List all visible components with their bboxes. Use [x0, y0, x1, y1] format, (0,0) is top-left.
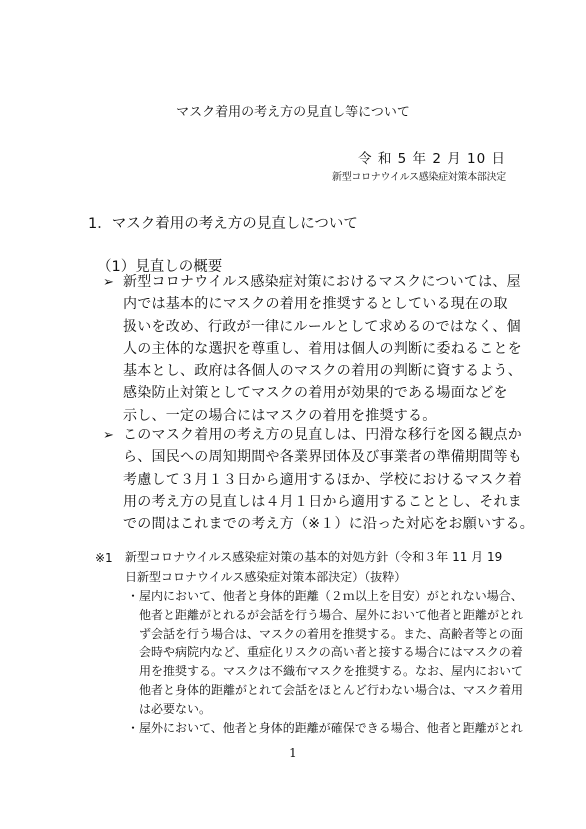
paragraph-line: 新型コロナウイルス感染症対策におけるマスクについては、屋: [123, 274, 521, 290]
paragraph-line: 感染防止対策としてマスクの着用が効果的である場面などを: [123, 385, 508, 402]
bullet-arrow-icon: ➢: [103, 428, 114, 443]
section-heading: 1．マスク着用の考え方の見直しについて: [88, 216, 358, 232]
footnote-line: 会時や病院内など、重症化リスクの高い者と接する場合にはマスクの着: [127, 645, 523, 660]
page-number: 1: [289, 746, 297, 760]
footnote-line: 他者と距離がとれるが会話を行う場合、屋外において他者と距離がとれ: [127, 607, 524, 622]
decision-date: 令 和 5 年 2 月 10 日: [358, 151, 506, 167]
paragraph-line: 扱いを改め、行政が一律にルールとして求めるのではなく、個: [123, 318, 521, 335]
paragraph-line: 内では基本的にマスクの着用を推奨するとしている現在の取: [123, 296, 508, 313]
paragraph-line: 基本とし、政府は各個人のマスクの着用の判断に資するよう、: [123, 363, 522, 380]
bullet-arrow-icon: ➢: [103, 275, 114, 290]
footnote-heading-line: 日新型コロナウイルス感染症対策本部決定）（抜粋）: [125, 569, 407, 584]
footnote-line: ず会話を行う場合は、マスクの着用を推奨する。また、高齢者等との面: [127, 626, 524, 641]
paragraph-line: での間はこれまでの考え方（※１）に沿った対応をお願いする。: [123, 516, 534, 533]
footnote-line: ・屋内において、他者と身体的距離（２ｍ以上を目安）がとれない場合、: [127, 589, 523, 603]
footnote-line: ・屋外において、他者と身体的距離が確保できる場合、他者と距離がとれ: [127, 720, 523, 735]
paragraph-line: 考慮して３月１３日から適用するほか、学校におけるマスク着: [123, 471, 522, 488]
footnote-heading-line: 新型コロナウイルス感染症対策の基本的対処方針（令和３年 11 月 19: [125, 550, 503, 564]
paragraph-line: 人の主体的な選択を尊重し、着用は個人の判断に委ねることを: [123, 340, 522, 357]
document-title: マスク着用の考え方の見直し等について: [176, 105, 410, 120]
footnote-body: [127, 587, 523, 737]
paragraph-line: 用の考え方の見直しは４月１日から適用することとし、それま: [123, 493, 522, 510]
footnote-line: 他者と身体的距離がとれて会話をほとんど行わない場合は、マスク着用: [127, 682, 524, 697]
paragraph-overview: [123, 271, 522, 427]
paragraph-line: ら、国民への周知期間や各業界団体及び事業者の準備期間等も: [123, 449, 522, 466]
paragraph-transition: [123, 424, 534, 535]
issuing-body: 新型コロナウイルス感染症対策本部決定: [332, 172, 506, 183]
footnote-line: 用を推奨する。マスクは不織布マスクを推奨する。なお、屋内において: [127, 664, 524, 679]
subsection-heading: （1）見直しの概要: [97, 259, 223, 275]
paragraph-line: このマスク着用の考え方の見直しは、円滑な移行を図る観点か: [123, 427, 522, 443]
paragraph-line: 示し、一定の場合にはマスクの着用を推奨する。: [123, 407, 437, 424]
footnote-heading: [125, 548, 502, 587]
footnote-marker: ※1: [95, 551, 113, 565]
footnote-line: は必要ない。: [127, 701, 212, 716]
